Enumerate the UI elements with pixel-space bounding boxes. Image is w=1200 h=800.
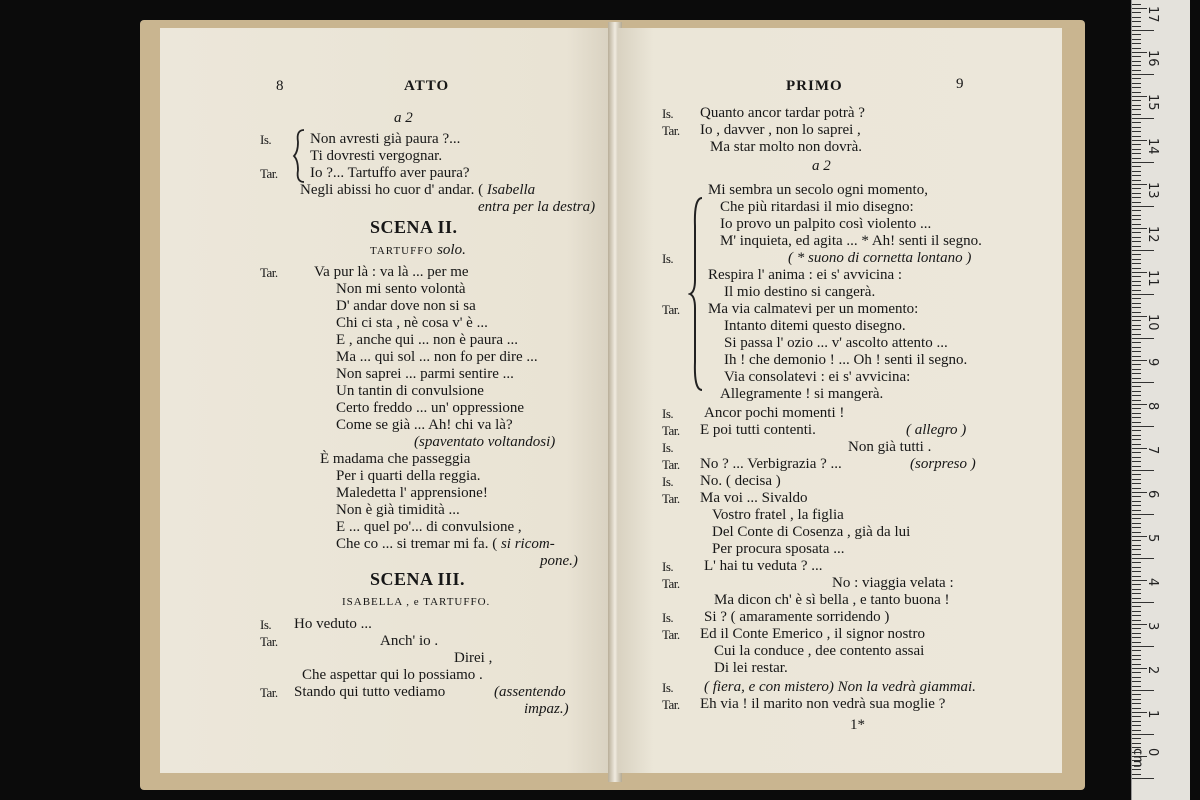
ruler-tick [1132, 303, 1141, 304]
ruler-tick [1132, 466, 1141, 467]
ruler-label: 15 [1145, 94, 1160, 111]
ruler-tick [1132, 83, 1141, 84]
ruler-tick [1132, 655, 1141, 656]
ruler-tick [1132, 325, 1141, 326]
text-line: Ti dovresti vergognar. [310, 148, 443, 164]
text-line: Direi , [454, 650, 493, 666]
ruler-tick [1132, 307, 1141, 308]
ruler-tick [1132, 408, 1141, 409]
ruler-label: 9 [1145, 358, 1160, 367]
text-line: Va pur là : va là ... per me [314, 264, 469, 280]
ruler-tick [1132, 382, 1154, 383]
speaker: Is. [260, 617, 272, 632]
speaker: Is. [662, 610, 674, 625]
ruler-tick [1132, 224, 1141, 225]
text-line: No. ( decisa ) [700, 473, 781, 489]
ruler-tick [1132, 514, 1154, 515]
stage-direction: impaz.) [524, 701, 569, 717]
text-line: Di lei restar. [714, 660, 788, 676]
ruler-tick [1132, 488, 1141, 489]
ruler-tick [1132, 562, 1141, 563]
ruler-tick [1132, 30, 1154, 31]
ruler-label: 12 [1145, 226, 1160, 243]
text-line: Ma voi ... Sivaldo [700, 490, 808, 506]
ruler-tick [1132, 136, 1141, 137]
ruler-tick [1132, 290, 1141, 291]
ruler-tick [1132, 285, 1141, 286]
ruler-tick [1132, 17, 1141, 18]
ruler-tick [1132, 637, 1141, 638]
ruler-tick [1132, 118, 1154, 119]
text-line: ( fiera, e con mistero) Non la vedrà giammai. [704, 679, 976, 695]
ruler-tick [1132, 105, 1141, 106]
speaker: Tar. [662, 697, 680, 712]
ruler-tick [1132, 202, 1141, 203]
ruler-tick [1132, 584, 1141, 585]
a2-label: a 2 [812, 158, 831, 174]
text-line: E ... quel po'... di convulsione , [336, 519, 522, 535]
scene-heading: SCENA III. [370, 569, 466, 589]
ruler-tick [1132, 312, 1141, 313]
text-line: Ed il Conte Emerico , il signor nostro [700, 626, 925, 642]
ruler-tick [1132, 518, 1141, 519]
speaker: Tar. [662, 457, 680, 472]
ruler-tick [1132, 100, 1141, 101]
speaker: Tar. [662, 423, 680, 438]
ruler-tick [1132, 571, 1141, 572]
ruler-label: 5 [1145, 534, 1160, 543]
ruler-tick [1132, 642, 1141, 643]
text-line: Si passa l' ozio ... v' ascolto attento ... [724, 335, 948, 351]
text-line: Stando qui tutto vediamo [294, 684, 446, 700]
ruler-label: 7 [1145, 446, 1160, 455]
ruler-tick [1132, 342, 1141, 343]
speaker: Tar. [260, 685, 278, 700]
ruler-tick [1132, 558, 1154, 559]
ruler-tick [1132, 320, 1141, 321]
ruler-tick [1132, 215, 1141, 216]
ruler-tick [1132, 690, 1154, 691]
ruler-tick [1132, 672, 1141, 673]
ruler-tick [1132, 56, 1141, 57]
ruler-tick [1132, 232, 1141, 233]
ruler-tick [1132, 21, 1141, 22]
ruler-tick [1132, 650, 1141, 651]
text-line: Mi sembra un secolo ogni momento, [708, 182, 928, 198]
text-line: Chi ci sta , nè cosa v' è ... [336, 315, 488, 331]
ruler-tick [1132, 435, 1141, 436]
ruler-tick [1132, 254, 1141, 255]
text-line: Non mi sento volontà [336, 281, 466, 297]
page-number: 8 [276, 78, 284, 94]
ruler-tick [1132, 369, 1141, 370]
ruler-tick [1132, 598, 1141, 599]
ruler-tick [1132, 259, 1141, 260]
ruler-tick [1132, 149, 1141, 150]
text-line: M' inquieta, ed agita ... * Ah! senti il segno. [720, 233, 982, 249]
stage-direction: (assentendo [494, 684, 566, 700]
ruler-tick [1132, 246, 1141, 247]
ruler-tick [1132, 395, 1141, 396]
ruler-tick [1132, 329, 1141, 330]
text-line: No : viaggia velata : [832, 575, 954, 591]
scene-characters: ISABELLA , e TARTUFFO. [342, 596, 491, 608]
text-line: Io provo un palpito così violento ... [720, 216, 932, 232]
ruler-tick [1132, 677, 1141, 678]
ruler-tick [1132, 413, 1141, 414]
speaker: Tar. [662, 123, 680, 138]
ruler-tick [1132, 461, 1141, 462]
ruler-tick [1132, 474, 1141, 475]
text-line: Non è già timidità ... [336, 502, 460, 518]
speaker: Is. [662, 474, 674, 489]
ruler-tick [1132, 197, 1141, 198]
text-line: Ma star molto non dovrà. [710, 139, 863, 155]
text-line: Io ?... Tartuffo aver paura? [310, 165, 470, 181]
ruler-tick [1132, 567, 1141, 568]
ruler-tick [1132, 743, 1141, 744]
ruler-tick [1132, 457, 1141, 458]
ruler-tick [1132, 620, 1141, 621]
a2-label: a 2 [394, 110, 413, 126]
ruler-tick [1132, 268, 1141, 269]
text-line: Per i quarti della reggia. [336, 468, 481, 484]
ruler-tick [1132, 334, 1141, 335]
ruler-label: 13 [1145, 182, 1160, 199]
text-line: Ma ... qui sol ... non fo per dire ... [336, 349, 538, 365]
right-page [618, 28, 1062, 773]
ruler-tick [1132, 527, 1141, 528]
ruler-tick [1132, 606, 1141, 607]
ruler-tick [1132, 34, 1141, 35]
ruler-tick [1132, 127, 1141, 128]
ruler-tick [1132, 694, 1141, 695]
text-line: Come se già ... Ah! chi va là? [336, 417, 513, 433]
ruler-tick [1132, 659, 1141, 660]
ruler-tick [1132, 602, 1154, 603]
ruler-tick [1132, 298, 1141, 299]
text-line: Via consolatevi : ei s' avvicina: [724, 369, 911, 385]
speaker: Is. [260, 132, 272, 147]
ruler-label: 8 [1145, 402, 1160, 411]
stage-direction: ( allegro ) [906, 422, 967, 438]
ruler-tick [1132, 12, 1141, 13]
scene-heading: SCENA II. [370, 217, 458, 237]
ruler-label: 14 [1145, 138, 1160, 155]
text-line: Che più ritardasi il mio disegno: [720, 199, 914, 215]
text-line: Il mio destino si cangerà. [724, 284, 876, 300]
ruler-tick [1132, 391, 1141, 392]
ruler-tick [1132, 452, 1141, 453]
speaker: Is. [662, 406, 674, 421]
ruler-tick [1132, 501, 1141, 502]
text-line: E poi tutti contenti. [700, 422, 816, 438]
text-line: Maledetta l' apprensione! [336, 485, 488, 501]
ruler-tick [1132, 26, 1141, 27]
ruler-tick [1132, 175, 1141, 176]
ruler-tick [1132, 158, 1141, 159]
ruler-tick [1132, 386, 1141, 387]
running-header: PRIMO [786, 78, 843, 94]
speaker: Tar. [662, 302, 680, 317]
ruler-tick [1132, 131, 1141, 132]
ruler-tick [1132, 4, 1141, 5]
speaker: Is. [662, 251, 674, 266]
ruler-label: 1 [1145, 710, 1160, 719]
brace-icon [292, 128, 306, 184]
stage-direction: ( * suono di cornetta lontano ) [788, 250, 972, 266]
ruler-label: 2 [1145, 666, 1160, 675]
text-line: Intanto ditemi questo disegno. [724, 318, 906, 334]
text-line: Ma via calmatevi per un momento: [708, 301, 919, 317]
text-line: Che aspettar qui lo possiamo . [302, 667, 483, 683]
ruler-tick [1132, 351, 1141, 352]
stage-direction: (sorpreso ) [910, 456, 976, 472]
text-line: Del Conte di Cosenza , già da lui [712, 524, 911, 540]
text-line: Negli abissi ho cuor d' andar. ( Isabella [300, 182, 536, 198]
text-line: No ? ... Verbigrazia ? ... [700, 456, 842, 472]
ruler-tick [1132, 725, 1141, 726]
ruler-tick [1132, 439, 1141, 440]
ruler-tick [1132, 347, 1141, 348]
ruler-tick [1132, 206, 1154, 207]
ruler-label: 4 [1145, 578, 1160, 587]
ruler-tick [1132, 281, 1141, 282]
speaker: Tar. [662, 627, 680, 642]
ruler-tick [1132, 188, 1141, 189]
ruler-tick [1132, 523, 1141, 524]
left-page [160, 28, 612, 773]
text-line: E , anche qui ... non è paura ... [336, 332, 519, 348]
stage-direction: (spaventato voltandosi) [414, 434, 556, 450]
ruler-tick [1132, 611, 1141, 612]
ruler-tick [1132, 646, 1154, 647]
speaker: Tar. [260, 166, 278, 181]
ruler-tick [1132, 294, 1154, 295]
ruler-tick [1132, 219, 1141, 220]
ruler-tick [1132, 48, 1141, 49]
ruler-tick [1132, 545, 1141, 546]
ruler-tick [1132, 426, 1154, 427]
speaker: Is. [662, 680, 674, 695]
ruler-tick [1132, 70, 1141, 71]
ruler-tick [1132, 430, 1141, 431]
ruler-tick [1132, 686, 1141, 687]
text-line: Che co ... si tremar mi fa. ( si ricom- [336, 536, 555, 552]
ruler-tick [1132, 114, 1141, 115]
speaker: Tar. [260, 265, 278, 280]
speaker: Tar. [662, 576, 680, 591]
ruler-tick [1132, 554, 1141, 555]
ruler-tick [1132, 263, 1141, 264]
ruler-tick [1132, 589, 1141, 590]
ruler-tick [1132, 109, 1141, 110]
text-line: Respira l' anima : ei s' avvicina : [708, 267, 903, 283]
ruler-tick [1132, 422, 1141, 423]
ruler-tick [1132, 738, 1141, 739]
speaker: Tar. [260, 634, 278, 649]
ruler-tick [1132, 778, 1154, 779]
text-line: Cui la conduce , dee contento assai [714, 643, 925, 659]
ruler-tick [1132, 43, 1141, 44]
ruler-tick [1132, 180, 1141, 181]
ruler-tick [1132, 61, 1141, 62]
ruler-tick [1132, 162, 1154, 163]
ruler-tick [1132, 364, 1141, 365]
text-line: Quanto ancor tardar potrà ? [700, 105, 865, 121]
ruler-tick [1132, 708, 1141, 709]
text-line: Anch' io . [380, 633, 439, 649]
speaker: Is. [662, 106, 674, 121]
ruler-tick [1132, 540, 1141, 541]
text-line: Vostro fratel , la figlia [712, 507, 844, 523]
text-line: Non avresti già paura ?... [310, 131, 461, 147]
stage-direction: pone.) [540, 553, 578, 569]
ruler-tick [1132, 241, 1141, 242]
ruler-tick [1132, 65, 1141, 66]
ruler-tick [1132, 193, 1141, 194]
ruler-tick [1132, 505, 1141, 506]
ruler-label: 11 [1145, 270, 1160, 287]
text-line: Ih ! che demonio ! ... Oh ! senti il segno. [724, 352, 968, 368]
ruler-tick [1132, 400, 1141, 401]
scene-characters: TARTUFFO solo. [370, 242, 466, 258]
ruler-tick [1132, 734, 1154, 735]
ruler-tick [1132, 615, 1141, 616]
ruler-tick [1132, 633, 1141, 634]
ruler-tick [1132, 532, 1141, 533]
ruler-tick [1132, 703, 1141, 704]
ruler-tick [1132, 250, 1154, 251]
ruler-tick [1132, 444, 1141, 445]
ruler-label: 10 [1145, 314, 1160, 331]
ruler-tick [1132, 92, 1141, 93]
ruler-tick [1132, 699, 1141, 700]
ruler-tick [1132, 373, 1141, 374]
ruler-tick [1132, 593, 1141, 594]
text-line: Non già tutti . [848, 439, 932, 455]
ruler-tick [1132, 483, 1141, 484]
ruler-tick [1132, 628, 1141, 629]
page-number: 9 [956, 76, 964, 92]
ruler-tick [1132, 496, 1141, 497]
text-line: Un tantin di convulsione [336, 383, 484, 399]
ruler-tick [1132, 417, 1141, 418]
ruler-tick [1132, 716, 1141, 717]
ruler-tick [1132, 210, 1141, 211]
stage-direction: entra per la destra) [478, 199, 596, 215]
ruler-tick [1132, 576, 1141, 577]
ruler-tick [1132, 153, 1141, 154]
speaker: Is. [662, 559, 674, 574]
ruler-tick [1132, 664, 1141, 665]
ruler-tick [1132, 122, 1141, 123]
text-line: Allegramente ! si mangerà. [720, 386, 884, 402]
text-line: D' andar dove non si sa [336, 298, 476, 314]
text-line: Ho veduto ... [294, 616, 372, 632]
ruler-label: 6 [1145, 490, 1160, 499]
text-line: Ancor pochi momenti ! [704, 405, 845, 421]
ruler-tick [1132, 171, 1141, 172]
ruler-tick [1132, 510, 1141, 511]
brace-icon [688, 196, 704, 392]
ruler-label: 0 cm [1130, 748, 1160, 768]
ruler-tick [1132, 681, 1141, 682]
text-line: Non saprei ... parmi sentire ... [336, 366, 514, 382]
ruler-label: 17 [1145, 6, 1160, 23]
text-line: Eh via ! il marito non vedrà sua moglie ? [700, 696, 946, 712]
running-header: ATTO [404, 78, 450, 94]
text-line: Certo freddo ... un' oppressione [336, 400, 525, 416]
ruler-tick [1132, 549, 1141, 550]
ruler-tick [1132, 276, 1141, 277]
text-line: Per procura sposata ... [712, 541, 845, 557]
text-line: Ma dicon ch' è sì bella , e tanto buona ! [714, 592, 950, 608]
text-line: Si ? ( amaramente sorridendo ) [704, 609, 890, 625]
ruler-tick [1132, 78, 1141, 79]
speaker: Is. [662, 440, 674, 455]
text-line: Io , davver , non lo saprei , [700, 122, 861, 138]
ruler-tick [1132, 356, 1141, 357]
ruler-tick [1132, 338, 1154, 339]
ruler-tick [1132, 166, 1141, 167]
ruler-tick [1132, 730, 1141, 731]
ruler-label: 16 [1145, 50, 1160, 67]
ruler-tick [1132, 721, 1141, 722]
ruler-tick [1132, 39, 1141, 40]
text-line: L' hai tu veduta ? ... [704, 558, 823, 574]
ruler-tick [1132, 144, 1141, 145]
signature-mark: 1* [850, 717, 865, 733]
speaker: Tar. [662, 491, 680, 506]
ruler-tick [1132, 237, 1141, 238]
text-line: È madama che passeggia [320, 451, 471, 467]
ruler-label: 3 [1145, 622, 1160, 631]
measuring-ruler [1131, 0, 1190, 800]
ruler-tick [1132, 74, 1154, 75]
ruler-tick [1132, 479, 1141, 480]
ruler-tick [1132, 470, 1154, 471]
ruler-tick [1132, 378, 1141, 379]
ruler-tick [1132, 87, 1141, 88]
